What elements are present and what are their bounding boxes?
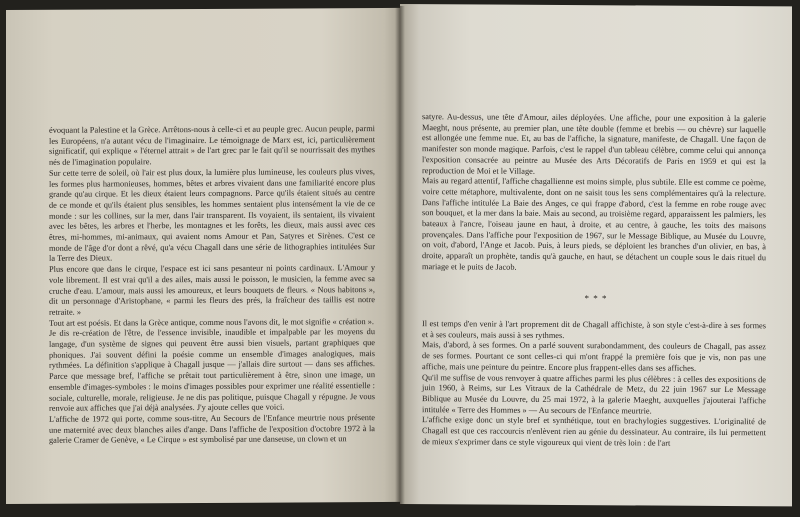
paragraph: Il est temps d'en venir à l'art proprement dit de Chagall affichiste, à son style c'est-à-dire à ses formes et à ses couleurs, mais aussi à ses rythmes. [422, 319, 766, 340]
left-page-text [49, 124, 375, 447]
right-page-upper-text [422, 112, 766, 275]
paragraph: Mais au regard attentif, l'affiche chagallienne est moins simple, plus subtile. Elle est comme ce poème, voire cette métaphore, multivalente, dont on ne saisit tous les sens complémentaires qu'à la relecture. Dans l'affiche intitulée La Baie des Anges, ce qui frappe d'abord, c'est la femme en robe rouge avec son bouquet, et la mer dans la baie. Mais au second, au troisième regard, apparaissent les palmiers, les bateaux à l'ancre, l'oiseau jaune en haut, à droite, et au centre, à gauche, les toits des maisons provençales. Dans l'affiche pour l'exposition de 1967, sur le Message Biblique, au Musée du Louvre, on voit, d'abord, l'Ange et Jacob. Puis, à leurs pieds, se déploient les branches d'un olivier, en bas, à droite, apparaît un prophète, tandis qu'à gauche, en haut, se détachent un couple sous le dais rituel du mariage et le puits de Jacob. [422, 176, 766, 272]
right-page [400, 4, 792, 506]
left-page [6, 8, 400, 504]
paragraph: Je dis re-création de l'être, de l'essence invisible, inaudible et impalpable par les moyens du langage, d'un système de signes qui peuvent être aussi bien visuels, partant graphiques que phoniques. J'ai souvent défini la poésie comme un ensemble d'images analogiques, mais rythmées. La définition s'applique à Chagall jusque — j'allais dire surtout — dans ses affiches. Parce que message bref, l'affiche se prêtait tout particulièrement à être, sinon une image, un ensemble d'images-symboles : le moins d'images possibles pour exprimer une réalité essentielle : sociale, culturelle, morale, religieuse. Je ne dis pas politique, puisque Chagall y répugne. Je vous renvoie aux affiches que j'ai déjà analysées. J'y ajoute celles que voici. [49, 327, 375, 414]
section-separator: * * * [584, 293, 608, 304]
paragraph: Plus encore que dans le cirque, l'espace est ici sans pesanteur ni points cardinaux. L'Amour y vole librement. Il est vrai qu'il a des ailes, mais aussi le poisson, le musicien, la femme avec sa cruche d'eau. L'amour, mais aussi les amoureux, et leurs bouquets de fleurs. « Nous habitons », dit un personnage d'Aristophane, « parmi les fleurs des prés, la fraîcheur des taillis est notre retraite. » [49, 263, 375, 317]
paragraph: L'affiche de 1972 qui porte, comme sous-titre, Au Secours de l'Enfance meurtrie nous présente une maternité avec deux blanches ailes d'ange. Dans l'affiche de l'exposition d'octobre 1972 à la galerie Cramer de Genève, « Le Cirque » est symbolisé par une danseuse, un clown et un [49, 413, 375, 446]
paragraph: Tout art est poésis. Et dans la Grèce antique, comme nous l'avons dit, le mot signifie « création ». [49, 316, 375, 328]
paragraph: Mais, d'abord, à ses formes. On a parlé souvent surabondamment, des couleurs de Chagall, pas assez de ses formes. Pourtant ce sont celles-ci qui m'ont frappé la première fois que je vis, non pas une affiche, mais une peinture du peintre. Encore plus frappent-elles dans ses affiches. [422, 340, 766, 373]
book-gutter [395, 6, 405, 506]
paragraph: évoquant la Palestine et la Grèce. Arrêtons-nous à celle-ci et au peuple grec. Aucun peuple, parmi les Européens, n'a autant vécu de l'imaginaire. Le témoignage de Marx est, ici, particulièrement significatif, qui explique « l'éternel attrait » de l'art grec par le fait qu'il se nourrissait des mythes nés de l'imagination populaire. [49, 124, 375, 167]
paragraph: Sur cette terre de soleil, où l'air est plus doux, la lumière plus lumineuse, les couleurs plus vives, les formes plus harmonieuses, hommes, bêtes et arbres vivaient dans une familiarité encore plus grande qu'au cirque. Et les dieux étaient leurs compagnons. Parce qu'ils étaient situés au centre de ce monde et qu'ils étaient plus sensibles, les hommes sentaient plus intensément la vie de ce monde : sur les collines, sur la mer, dans l'air transparent. Ils voyaient, ils sentaient, ils vivaient avec les bêtes, les arbres et l'herbe, les montagnes et les forêts, les dieux, mais aussi avec ces êtres, mi-hommes, mi-animaux, qui avaient noms Amour et Pan, Satyres et Sirènes. C'est ce monde de l'âge d'or dont a rêvé, qu'a vécu Chagall dans une série de lithographies intitulées Sur la Terre des Dieux. [49, 166, 375, 264]
right-page-lower-text [422, 319, 766, 450]
paragraph: L'affiche exige donc un style bref et synthétique, tout en brachylogies suggestives. L'originalité de Chagall est que ces raccourcis n'enlèvent rien au génie du dessinateur. Au contraire, ils lui permettent de mieux s'exprimer dans ce style vigoureux qui vient de très loin : de l'art [422, 415, 766, 448]
paragraph: satyre. Au-dessus, une tête d'Amour, ailes déployées. Une affiche, pour une exposition à la galerie Maeght, nous présente, au premier plan, une tête double (femme et brebis — ou chèvre) sur laquelle est allongée une femme nue. Et, au bas de l'affiche, la signature, manifeste, de Chagall. Une façon de manifester son monde magique. Parfois, c'est le rappel d'un tableau célèbre, comme celui qui annonça l'exposition consacrée au peintre au Musée des Arts Décoratifs de Paris en 1959 et qui est la reproduction de Moi et le Village. [422, 112, 766, 176]
paragraph: Qu'il me suffise de vous renvoyer à quatre affiches parmi les plus célèbres : à celles des expositions de juin 1960, à Reims, sur Les Vitraux de la Cathédrale de Metz, du 22 juin 1967 sur Le Message Biblique au Musée du Louvre, du 25 mai 1972, à la galerie Maeght, auxquelles j'ajouterai l'affiche intitulée « Terre des Hommes » — Au secours de l'Enfance meurtrie. [422, 372, 766, 416]
